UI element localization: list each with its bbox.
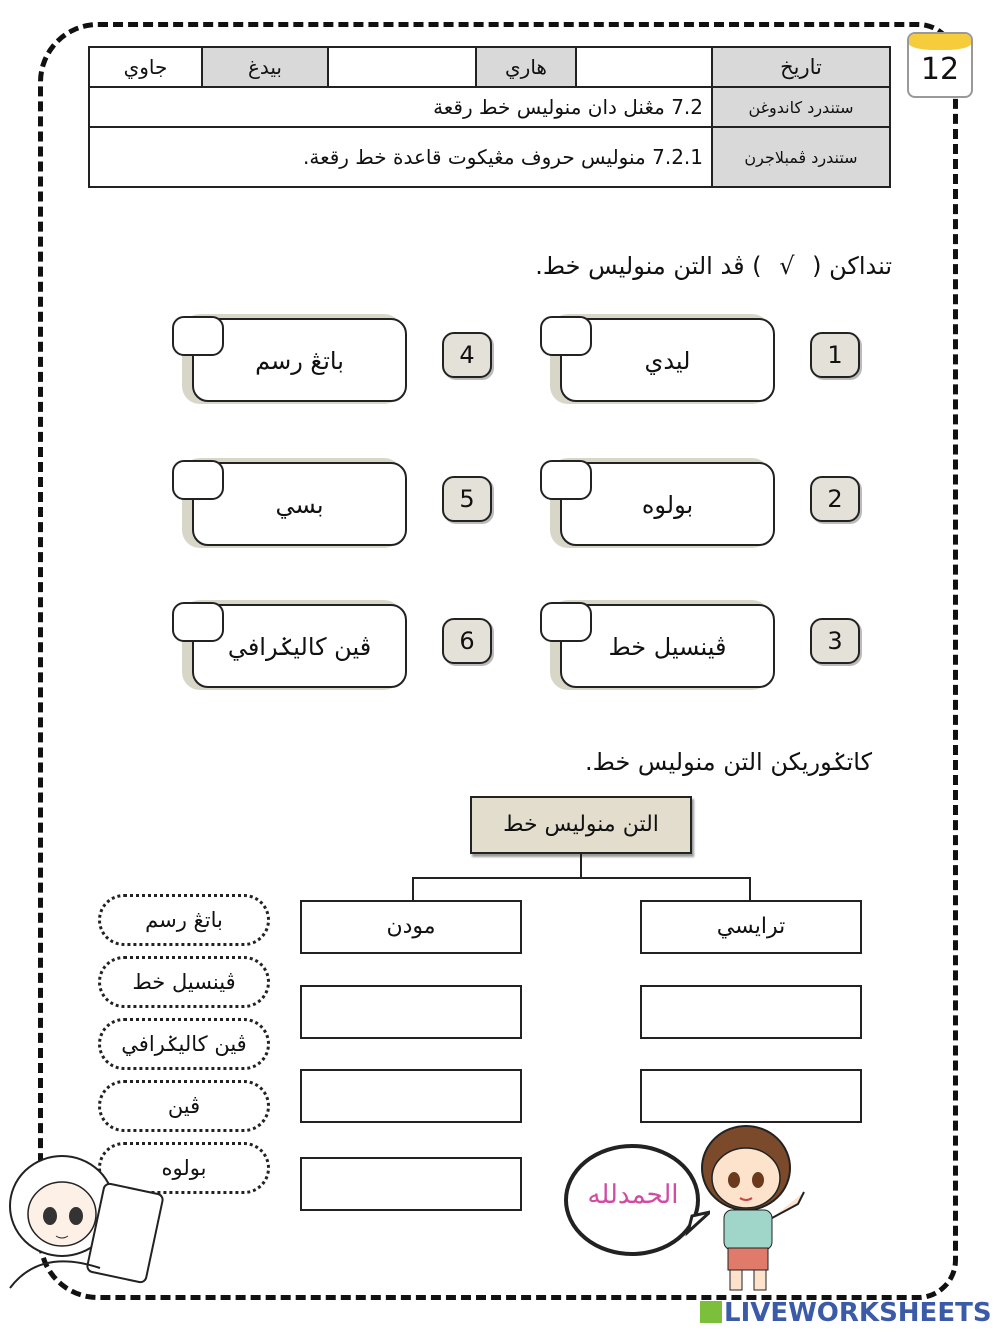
tool-item-2 — [540, 456, 860, 556]
tool-label: بولوه — [560, 462, 775, 546]
page-number-badge — [907, 32, 973, 98]
word-bank-item[interactable]: باتڠ رسم — [98, 894, 270, 946]
tool-label: ڤينسيل خط — [560, 604, 775, 688]
tick-box[interactable] — [172, 316, 224, 356]
day-label: هاري — [476, 47, 576, 87]
tool-item-1 — [540, 312, 860, 412]
class-label: بيدغ — [202, 47, 328, 87]
answer-box-modern-1[interactable] — [300, 985, 522, 1039]
tick-box[interactable] — [540, 460, 592, 500]
liveworksheets-logo-icon — [700, 1301, 722, 1323]
tick-symbol: √ — [779, 252, 795, 280]
boy-illustration — [694, 1118, 824, 1298]
section1-instruction — [535, 252, 892, 280]
tool-label: ڤين كاليݢرافي — [192, 604, 407, 688]
item-number: 6 — [442, 618, 492, 664]
item-number: 5 — [442, 476, 492, 522]
instruction-post: ) ڤد التن منوليس خط. — [535, 252, 762, 280]
content-standard-label: ستندرد كاندوغن — [712, 87, 890, 127]
page-number: 12 — [920, 52, 960, 87]
tool-label: ليدي — [560, 318, 775, 402]
learning-standard-label: ستندرد ڤمبلاجرن — [712, 127, 890, 187]
tool-label: باتڠ رسم — [192, 318, 407, 402]
header-table — [88, 46, 891, 188]
footer-text: LIVEWORKSHEETS — [724, 1298, 992, 1328]
tick-box[interactable] — [172, 602, 224, 642]
tool-item-5 — [172, 456, 492, 556]
girl-illustration — [0, 1148, 170, 1298]
instruction-pre: تنداكن ( — [812, 252, 892, 280]
content-standard-value: 7.2 مڠنل دان منوليس خط رقعة — [89, 87, 712, 127]
word-bank-item[interactable]: بولوه — [98, 1142, 270, 1194]
tick-box[interactable] — [540, 316, 592, 356]
section2-instruction: كاتݢوريكن التن منوليس خط. — [585, 748, 872, 776]
learning-standard-value: 7.2.1 منوليس حروف مڠيكوت قاعدة خط رقعة. — [89, 127, 712, 187]
word-bank-item[interactable]: ڤين — [98, 1080, 270, 1132]
answer-box-traditional-1[interactable] — [640, 985, 862, 1039]
category-modern: مودن — [300, 900, 522, 954]
tick-box[interactable] — [540, 602, 592, 642]
item-number: 1 — [810, 332, 860, 378]
tool-item-4 — [172, 312, 492, 412]
date-value[interactable] — [576, 47, 712, 87]
word-bank-item[interactable]: ڤين كاليݢرافي — [98, 1018, 270, 1070]
tree-root: التن منوليس خط — [470, 796, 692, 854]
answer-box-traditional-2[interactable] — [640, 1069, 862, 1123]
class-value[interactable]: جاوي — [89, 47, 202, 87]
tool-item-3 — [540, 598, 860, 698]
category-traditional: ترايسي — [640, 900, 862, 954]
word-bank-item[interactable]: ڤينسيل خط — [98, 956, 270, 1008]
day-value[interactable] — [328, 47, 476, 87]
tool-item-6 — [172, 598, 492, 698]
speech-text: الحمدلله — [587, 1180, 679, 1210]
item-number: 2 — [810, 476, 860, 522]
item-number: 3 — [810, 618, 860, 664]
item-number: 4 — [442, 332, 492, 378]
answer-box-modern-3[interactable] — [300, 1157, 522, 1211]
tick-box[interactable] — [172, 460, 224, 500]
tool-label: بسي — [192, 462, 407, 546]
footer-brand — [700, 1298, 992, 1328]
answer-box-modern-2[interactable] — [300, 1069, 522, 1123]
date-label: تاريخ — [712, 47, 890, 87]
